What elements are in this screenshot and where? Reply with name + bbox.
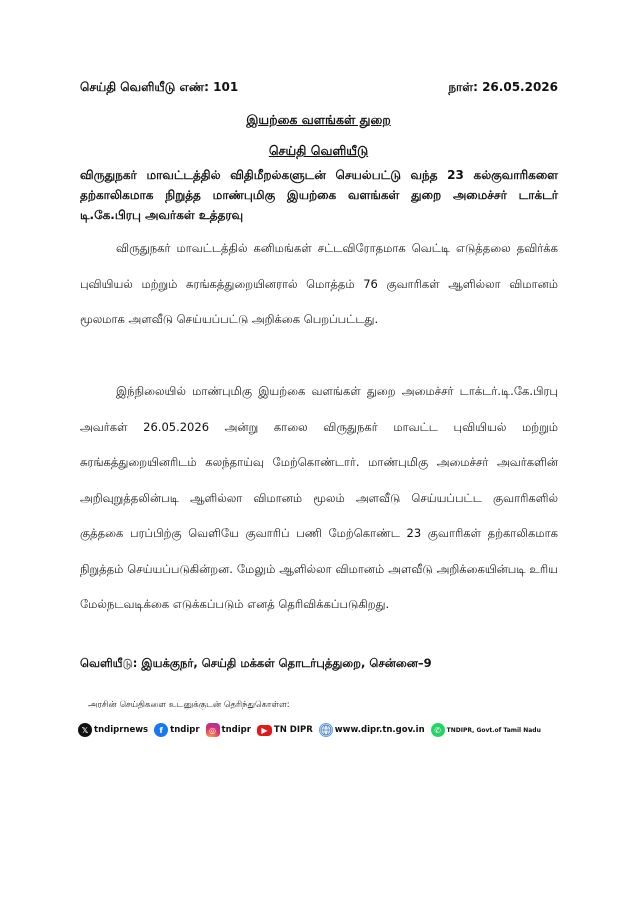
issued-by-line: வெளியீடு: இயக்குநர், செய்தி மக்கள் தொடர்புத்துறை, சென்னை–9: [80, 656, 432, 670]
release-date: நாள்: 26.05.2026: [448, 80, 558, 94]
globe-glyph: [320, 724, 332, 736]
social-youtube[interactable]: [257, 725, 313, 736]
globe-icon: [319, 723, 333, 737]
whatsapp-icon: ✆: [431, 723, 445, 737]
social-website-label: www.dipr.tn.gov.in: [334, 725, 425, 735]
social-x-label: tndiprnews: [94, 725, 149, 735]
youtube-icon: ▶: [257, 725, 272, 736]
social-facebook[interactable]: [154, 723, 199, 737]
social-x[interactable]: [78, 723, 148, 737]
document-kind-title: செய்தி வெளியீடு: [268, 143, 369, 158]
follow-note: அரசின் செய்திகளை உடனுக்குடன் தெரிந்துகொள்ள:: [88, 700, 290, 710]
social-youtube-label: TN DIPR: [273, 725, 313, 735]
social-instagram[interactable]: [206, 723, 251, 737]
social-whatsapp[interactable]: [431, 723, 541, 737]
body-paragraph-1: விருதுநகர் மாவட்டத்தில் கனிமங்கள் சட்டவிரோதமாக வெட்டி எடுத்தலை தவிர்க்க புவியியல் மற்றும் சுரங்கத்துறையினரால் மொத்தம் 76 குவாரிகள் ஆளில்லா விமானம் மூலமாக அளவீடு செய்யப்பட்டு அறிக்கை பெறப்பட்டது.: [80, 241, 558, 326]
social-website[interactable]: [319, 723, 425, 737]
social-links-row: [78, 721, 562, 739]
body-paragraph-2: இந்நிலையில் மாண்புமிகு இயற்கை வளங்கள் துறை அமைச்சர் டாக்டர்.டி.கே.பிரபு அவர்கள் 26.05.2026 அன்று காலை விருதுநகர் மாவட்ட புவியியல் மற்றும் சுரங்கத்துறையினரிடம் கலந்தாய்வு மேற்கொண்டார். மாண்புமிகு அமைச்சர் அவர்களின் அறிவுறுத்தலின்படி ஆளில்லா விமானம் மூலம் அளவீடு செய்யப்பட்ட குவாரிகளில் குத்தகை பரப்பிற்கு வெளியே குவாரிப் பணி மேற்கொண்ட 23 குவாரிகள் தற்காலிகமாக நிறுத்தம் செய்யப்படுகின்றன. மேலும் ஆளில்லா விமானம் அளவீடு அறிக்கையின்படி உரிய மேல்நடவடிக்கை எடுக்கப்படும் எனத் தெரிவிக்கப்படுகிறது.: [80, 384, 558, 611]
facebook-icon: f: [154, 723, 168, 737]
department-title: இயற்கை வளங்கள் துறை: [246, 112, 391, 127]
subject-heading: விருதுநகர் மாவட்டத்தில் விதிமீறல்களுடன் செயல்பட்டு வந்த 23 கல்குவாரிகளை தற்காலிகமாக நிறுத்த மாண்புமிகு இயற்கை வளங்கள் துறை அமைச்சர் டாக்டர் டி.கே.பிரபு அவர்கள் உத்தரவு: [80, 168, 558, 222]
social-facebook-label: tndipr: [170, 725, 200, 735]
instagram-icon: ◎: [206, 723, 220, 737]
social-whatsapp-label: TNDIPR, Govt.of Tamil Nadu: [446, 726, 541, 734]
release-number: செய்தி வெளியீடு எண்: 101: [80, 80, 239, 94]
social-instagram-label: tndipr: [221, 725, 251, 735]
x-icon: 𝕏: [78, 723, 92, 737]
